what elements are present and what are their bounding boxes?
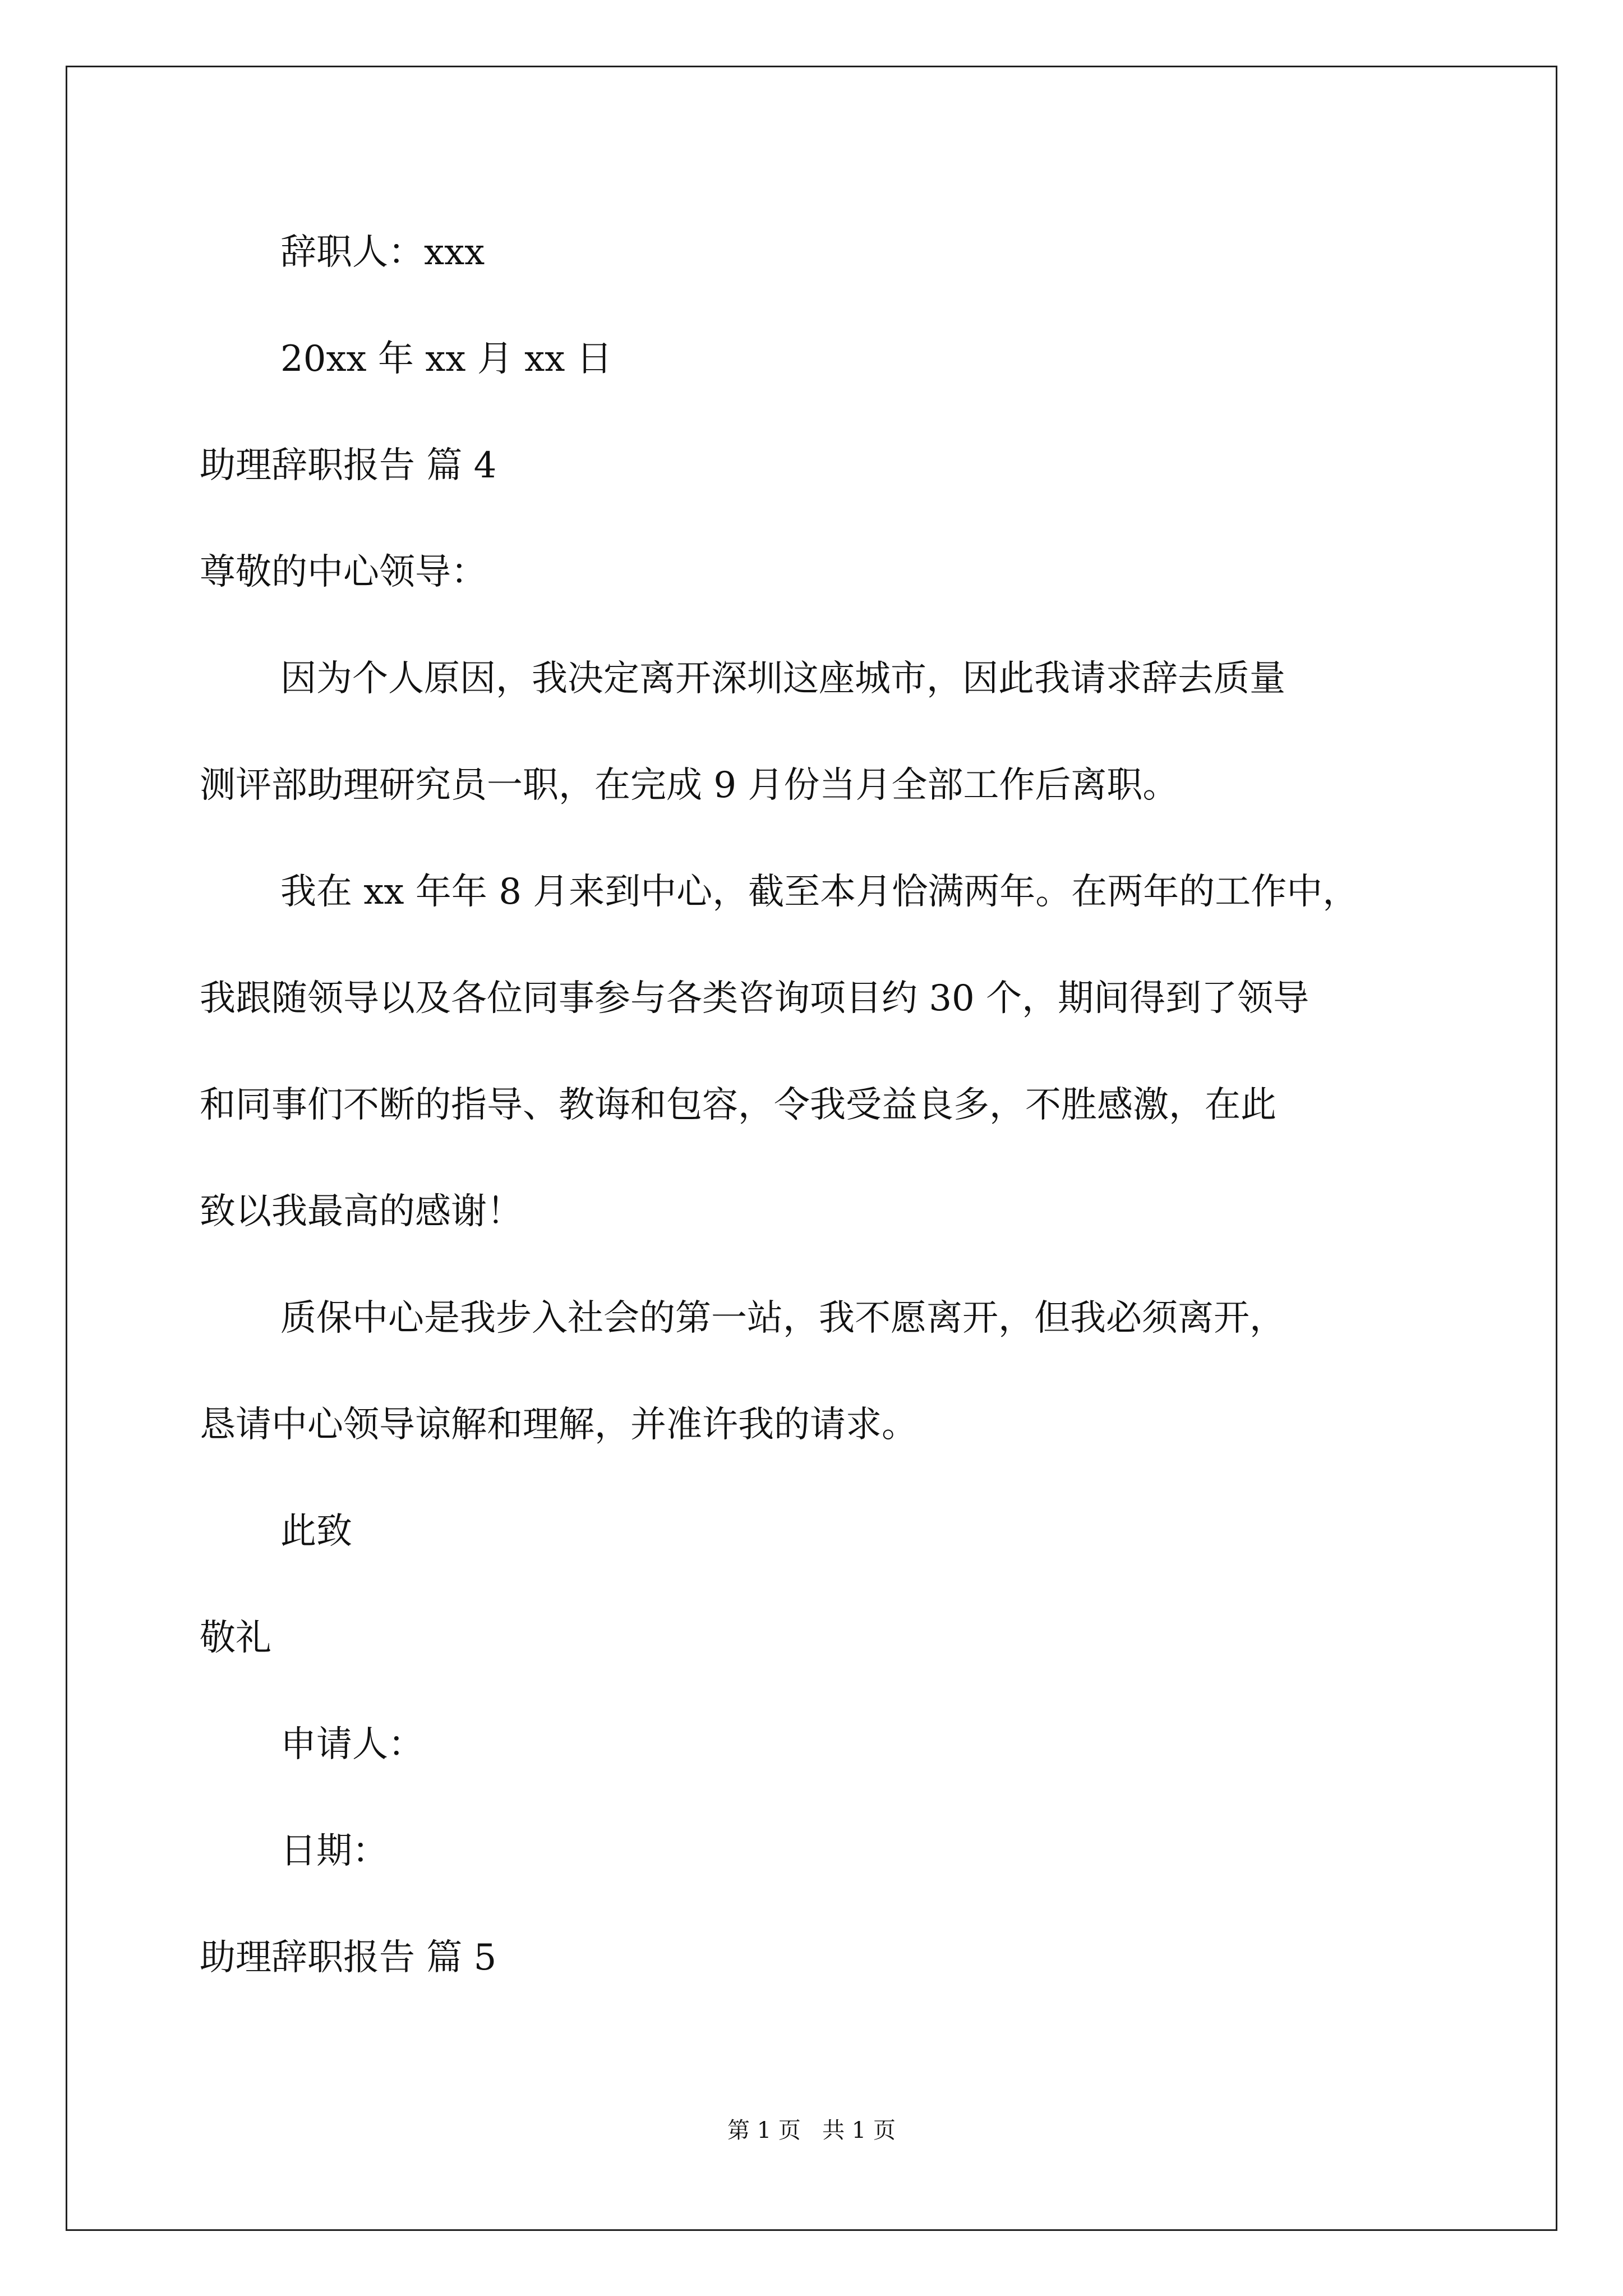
paragraph-3-line-2: 恳请中心领导谅解和理解，并准许我的请求。 <box>200 1404 917 1446</box>
closing-cizhi: 此致 <box>280 1511 352 1552</box>
paragraph-3-line-1: 质保中心是我步入社会的第一站，我不愿离开，但我必须离开， <box>280 1297 1285 1339</box>
date-line: 20xx 年 xx 月 xx 日 <box>280 338 612 380</box>
page-border <box>66 66 1557 2231</box>
paragraph-2-line-2: 我跟随领导以及各位同事参与各类咨询项目约 30 个，期间得到了领导 <box>200 978 1310 1019</box>
paragraph-2-line-1: 我在 xx 年年 8 月来到中心，截至本月恰满两年。在两年的工作中， <box>280 871 1359 913</box>
resigner-line: 辞职人：xxx <box>280 232 485 273</box>
salutation: 尊敬的中心领导： <box>200 551 487 593</box>
closing-jingli: 敬礼 <box>200 1617 271 1659</box>
paragraph-2-line-3: 和同事们不断的指导、教诲和包容，令我受益良多，不胜感激，在此 <box>200 1084 1276 1126</box>
paragraph-1-line-1: 因为个人原因，我决定离开深圳这座城市，因此我请求辞去质量 <box>280 658 1285 700</box>
applicant-line: 申请人： <box>280 1724 424 1765</box>
paragraph-1-line-2: 测评部助理研究员一职，在完成 9 月份当月全部工作后离职。 <box>200 765 1179 806</box>
section-heading-4: 助理辞职报告 篇 4 <box>200 445 497 486</box>
paragraph-2-line-4: 致以我最高的感谢！ <box>200 1191 523 1232</box>
signature-date-line: 日期： <box>280 1830 388 1872</box>
section-heading-5: 助理辞职报告 篇 5 <box>200 1937 497 1978</box>
page-footer: 第 1 页 共 1 页 <box>727 2118 896 2143</box>
